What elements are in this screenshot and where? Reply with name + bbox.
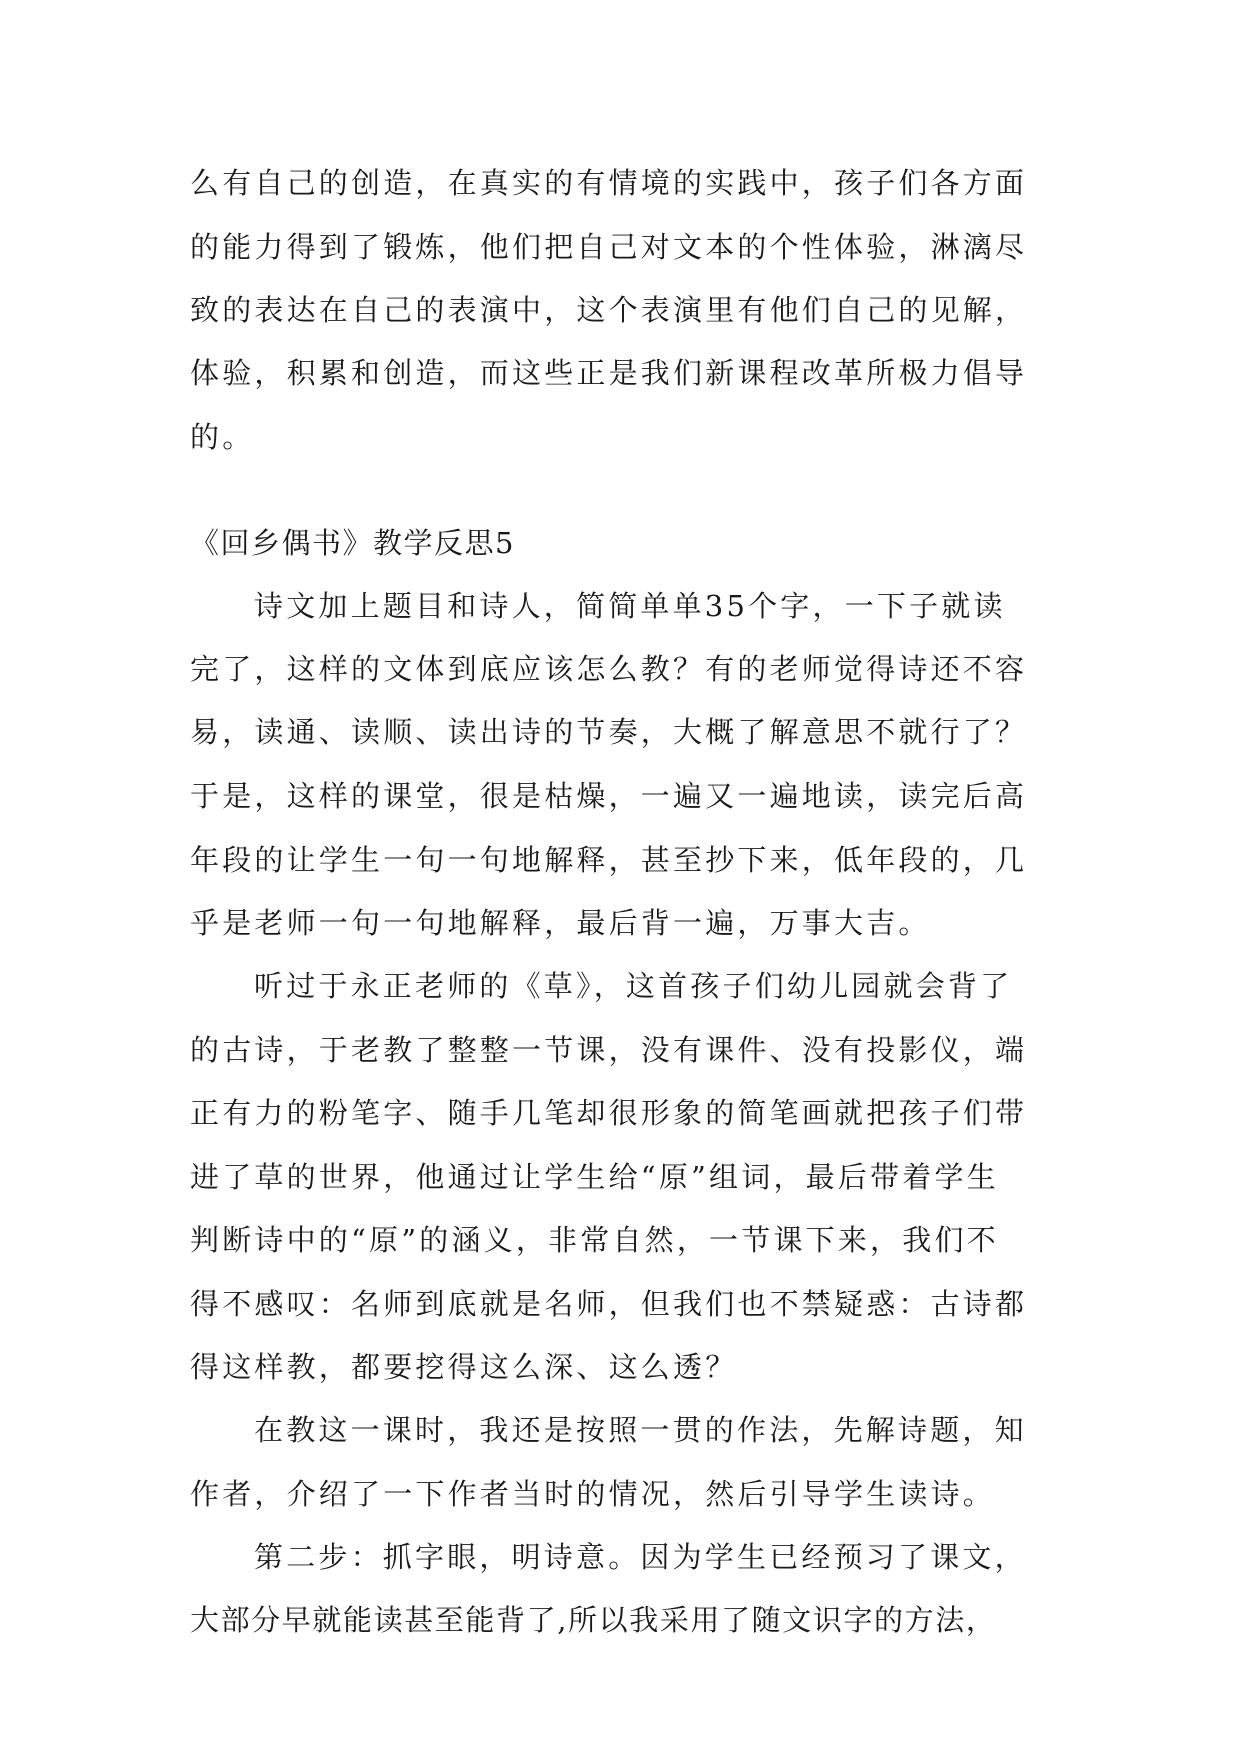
paragraph-line: 听过于永正老师的《草》，这首孩子们幼儿园就会背了	[254, 969, 1013, 1003]
paragraph-line: 判断诗中的“原”的涵义，非常自然，一节课下来，我们不	[190, 1223, 999, 1257]
paragraph-line: 乎是老师一句一句地解释，最后背一遍，万事大吉。	[190, 906, 931, 940]
paragraph-line: 么有自己的创造，在真实的有情境的实践中，孩子们各方面	[190, 166, 1028, 200]
paragraph-line: 的能力得到了锻炼，他们把自己对文本的个性体验，淋漓尽	[190, 230, 1028, 264]
paragraph-line: 正有力的粉笔字、随手几笔却很形象的简笔画就把孩子们带	[190, 1096, 1028, 1130]
paragraph-line: 进了草的世界，他通过让学生给“原”组词，最后带着学生	[190, 1160, 999, 1194]
paragraph-line: 体验，积累和创造，而这些正是我们新课程改革所极力倡导	[190, 356, 1028, 390]
paragraph-line: 的。	[190, 420, 255, 454]
paragraph-line: 于是，这样的课堂，很是枯燥，一遍又一遍地读，读完后高	[190, 779, 1028, 813]
paragraph-line: 完了，这样的文体到底应该怎么教？有的老师觉得诗还不容	[190, 652, 1028, 686]
paragraph-line: 大部分早就能读甚至能背了,所以我采用了随文识字的方法，	[190, 1603, 997, 1637]
paragraph-line: 得这样教，都要挖得这么深、这么透？	[190, 1350, 738, 1384]
section-title: 《回乡偶书》教学反思5	[190, 526, 515, 560]
paragraph-line: 的古诗，于老教了整整一节课，没有课件、没有投影仪，端	[190, 1033, 1028, 1067]
paragraph-line: 得不感叹：名师到底就是名师，但我们也不禁疑惑：古诗都	[190, 1287, 1028, 1321]
paragraph-line: 作者，介绍了一下作者当时的情况，然后引导学生读诗。	[190, 1477, 996, 1511]
paragraph-line: 年段的让学生一句一句地解释，甚至抄下来，低年段的，几	[190, 843, 1028, 877]
paragraph-line: 在教这一课时，我还是按照一贯的作法，先解诗题，知	[254, 1413, 1027, 1447]
paragraph-line: 致的表达在自己的表演中，这个表演里有他们自己的见解，	[190, 293, 1028, 327]
paragraph-line: 诗文加上题目和诗人，简简单单35个字，一下子就读	[254, 589, 1006, 623]
paragraph-line: 第二步：抓字眼，明诗意。因为学生已经预习了课文，	[254, 1540, 1027, 1574]
paragraph-line: 易，读通、读顺、读出诗的节奏，大概了解意思不就行了？	[190, 715, 1028, 749]
